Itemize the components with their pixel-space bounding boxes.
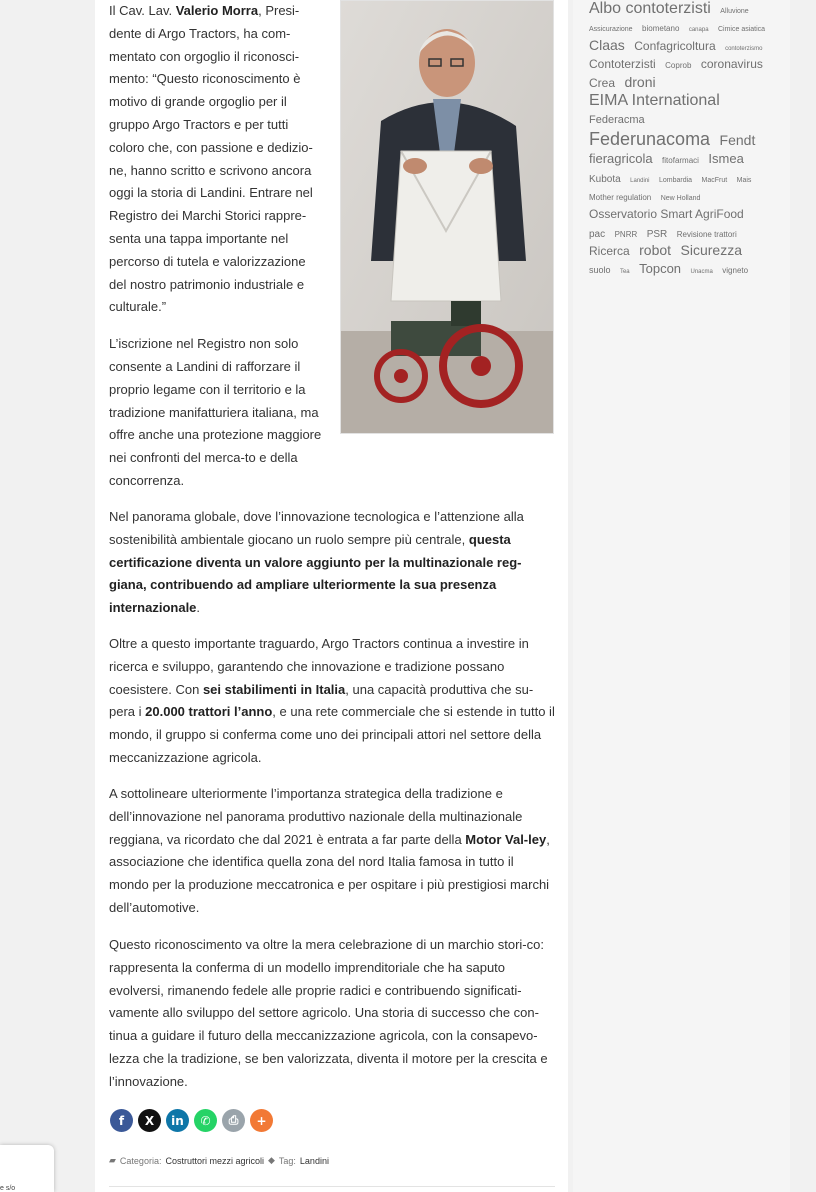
tag-link[interactable]: Mais bbox=[736, 176, 752, 184]
tag-link[interactable]: Contoterzisti bbox=[589, 57, 656, 72]
tag-link[interactable]: Fendt bbox=[719, 131, 756, 148]
tag-link[interactable]: droni bbox=[624, 73, 656, 90]
tag-link[interactable]: vigneto bbox=[722, 266, 749, 276]
paragraph: L’iscrizione nel Registro non solo consente a Landini di rafforzare il proprio legame con il territorio e la tradizione manifatturiera italiana, ma offre anche una protezione maggiore nei confronti del merca-to e della concorrenza. bbox=[109, 336, 322, 488]
cookie-widget-text: e s/o bbox=[0, 1185, 16, 1192]
tag-link[interactable]: Landini bbox=[630, 177, 650, 184]
paragraph: Oltre a questo importante traguardo, Argo Tractors continua a investire in ricerca e sviluppo, garantendo che innovazione e tradizione possano coesistere. Con sei stabilimenti in Italia, una capacità produttiva che su-pera i 20.000 trattori l’anno, e una rete commerciale che si estende in tutto il mondo, il gruppo si conferma come uno dei principali attori nel settore della meccanizzazione agricola. bbox=[109, 636, 555, 765]
tag-link[interactable]: Lombardia bbox=[658, 176, 693, 184]
article-intro bbox=[109, 0, 325, 507]
tag-link[interactable]: Revisione trattori bbox=[676, 229, 737, 239]
tag-link[interactable]: Kubota bbox=[589, 173, 621, 185]
tag-link[interactable]: biometano bbox=[642, 24, 680, 34]
tag-link[interactable]: Ricerca bbox=[589, 244, 630, 259]
category-label: Categoria: bbox=[119, 1155, 162, 1166]
tag-link[interactable]: Osservatorio Smart AgriFood bbox=[589, 207, 744, 222]
tag-link[interactable]: Tea bbox=[619, 269, 630, 276]
tag-link[interactable]: Albo contoterzisti bbox=[589, 0, 711, 17]
tag-link[interactable]: suolo bbox=[589, 265, 611, 276]
tag-link[interactable]: coronavirus bbox=[700, 57, 763, 72]
whatsapp-icon[interactable]: ✆ bbox=[194, 1109, 217, 1132]
paragraph: Questo riconoscimento va oltre la mera celebrazione di un marchio stori-co: rappresenta la conferma di un modello imprenditoriale che ha saputo evolversi, rimanendo fedele alle proprie radici e contribuendo significati-vamente allo sviluppo del settore agricolo. Una storia di successo che con-tinua a guidare il futuro della meccanizzazione agricola, con la consapevo-lezza che la tradizione, se ben valorizzata, diventa il motore per la crescita e l’innovazione. bbox=[109, 937, 548, 1089]
tag-link[interactable]: Unacma bbox=[690, 269, 713, 276]
divider bbox=[109, 1186, 555, 1187]
tag-link[interactable]: Crea bbox=[589, 75, 616, 90]
tag-link[interactable]: Federacma bbox=[589, 114, 645, 127]
tag-link[interactable]: fitofarmaci bbox=[662, 156, 699, 166]
more-icon[interactable]: + bbox=[250, 1109, 273, 1132]
print-icon[interactable]: ⎙ bbox=[222, 1109, 245, 1132]
tag-link[interactable]: Topcon bbox=[639, 261, 682, 277]
facebook-icon[interactable]: f bbox=[110, 1109, 133, 1132]
tag-link[interactable]: Landini bbox=[299, 1155, 329, 1166]
tag-link[interactable]: PSR bbox=[646, 228, 668, 240]
folder-icon: ▰ bbox=[109, 1155, 116, 1165]
tag-link[interactable]: Cimice asiatica bbox=[717, 26, 766, 34]
tag-link[interactable]: Claas bbox=[589, 36, 625, 53]
share-bar bbox=[110, 1109, 273, 1132]
tag-link[interactable]: fieragricola bbox=[589, 151, 653, 167]
tag-link[interactable]: pac bbox=[589, 228, 606, 240]
article-photo bbox=[340, 0, 554, 434]
category-link[interactable]: Costruttori mezzi agricoli bbox=[165, 1155, 264, 1166]
paragraph: Nel panorama globale, dove l’innovazione tecnologica e l’attenzione alla sostenibilità ambientale giocano un ruolo sempre più centrale, questa certificazione diventa un valore aggiunto per la multinazionale reg-giana, contribuendo ad ampliare ulteriormente la sua presenza internazionale. bbox=[109, 509, 524, 616]
tag-cloud bbox=[589, 0, 774, 279]
linkedin-icon[interactable]: in bbox=[166, 1109, 189, 1132]
paragraph: Il Cav. Lav. Valerio Morra, Presi-dente di Argo Tractors, ha com-mentato con orgoglio il riconosci-mento: “Questo riconoscimento è motivo di grande orgoglio per il gruppo Argo Tractors e per tutti coloro che, con passione e dedizio-ne, hanno scritto e scrivono ancora oggi la storia di Landini. Entrare nel Registro dei Marchi Storici rappre-senta una tappa importante nel percorso di tutela e valorizzazione del nostro patrimonio industriale e culturale.” bbox=[109, 3, 313, 315]
tag-link[interactable]: Coprob bbox=[665, 61, 692, 71]
tag-icon: ◆ bbox=[267, 1155, 275, 1165]
tag-link[interactable]: canapa bbox=[688, 27, 709, 34]
tag-link[interactable]: New Holland bbox=[660, 194, 701, 202]
tag-link[interactable]: robot bbox=[639, 242, 672, 259]
tag-link[interactable]: MacFrut bbox=[701, 176, 728, 184]
tag-link[interactable]: PNRR bbox=[614, 229, 638, 239]
tag-link[interactable]: Federunacoma bbox=[589, 128, 711, 149]
portrait-illustration bbox=[341, 1, 554, 434]
tag-link[interactable]: Sicurezza bbox=[680, 242, 742, 259]
tag-link[interactable]: contoterzismo bbox=[725, 45, 763, 52]
tag-link[interactable]: Ismea bbox=[708, 151, 744, 167]
tag-link[interactable]: Alluvione bbox=[720, 8, 749, 15]
cookie-widget[interactable] bbox=[0, 1145, 54, 1192]
tag-link[interactable]: Assicurazione bbox=[589, 26, 633, 34]
tag-link[interactable]: EIMA International bbox=[589, 91, 720, 109]
tag-label: Tag: bbox=[278, 1155, 296, 1166]
paragraph: A sottolineare ulteriormente l’importanza strategica della tradizione e dell’innovazione nel panorama produttivo nazionale della multinazionale reggiana, va ricordato che dal 2021 è entrata a far parte della Motor Val-ley, associazione che identifica quella zona del nord Italia famosa in tutto il mondo per la produzione meccatronica e per ospitare i più prestigiosi marchi dell’automotive. bbox=[109, 786, 550, 915]
post-meta bbox=[109, 1155, 329, 1166]
x-icon[interactable]: X bbox=[138, 1109, 161, 1132]
tag-link[interactable]: Confagricoltura bbox=[634, 38, 716, 53]
tag-link[interactable]: Mother regulation bbox=[589, 192, 652, 202]
